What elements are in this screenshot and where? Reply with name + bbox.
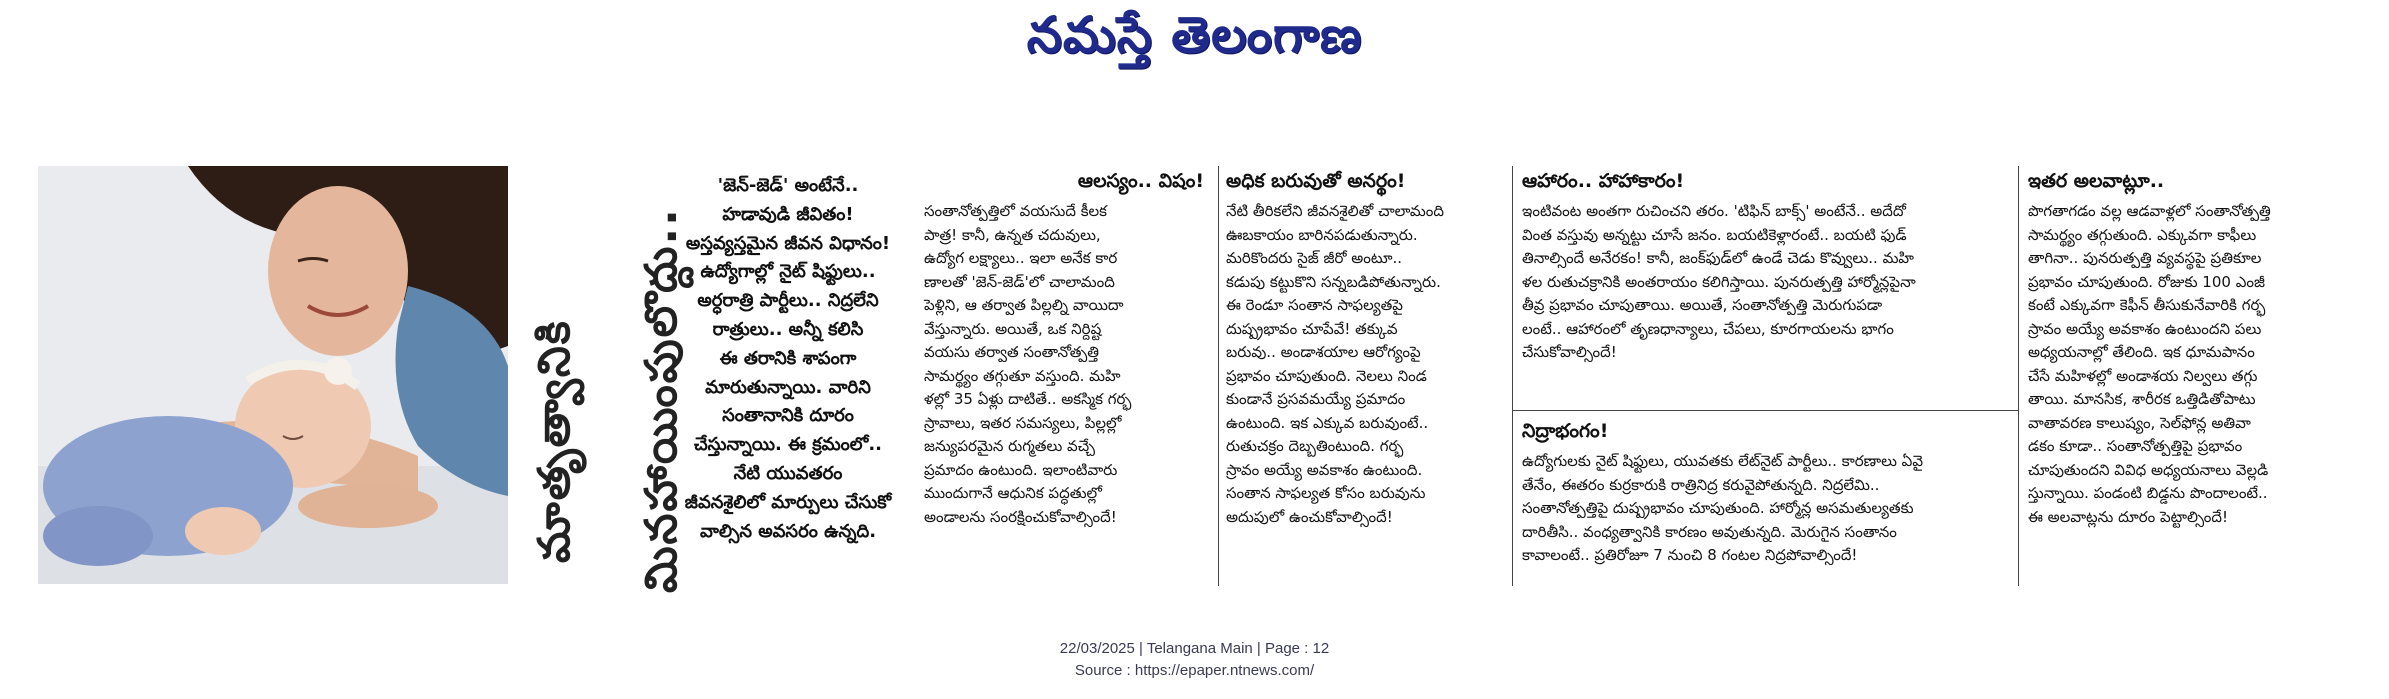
column-line: ణాలతో 'జెన్‌-జెడ్‌'లో చాలామంది xyxy=(924,272,1115,291)
column-heading: ఇతర అలవాట్లూ.. xyxy=(2028,170,2165,192)
column-line: సామర్థ్యం తగ్గుతూ వస్తుంది. మహి xyxy=(924,366,1121,385)
column-divider xyxy=(2018,166,2019,586)
column-line: జన్యుపరమైన రుగ్మతలు వచ్చే xyxy=(924,437,1095,455)
masthead-logo: నమస్తే తెలంగాణ xyxy=(1026,6,1363,64)
column-line: నేటి తీరికలేని జీవనశైలితో చాలామంది xyxy=(1226,202,1444,220)
intro-line: 'జెన్‌-జెడ్‌' అంటేనే.. xyxy=(717,175,859,196)
column-divider xyxy=(1512,166,1513,586)
intro-line: సంతానానికి దూరం xyxy=(722,405,854,427)
column-line: అధ్యయనాల్లో తేలింది. ఇక ధూమపానం xyxy=(2028,343,2255,361)
column-line: దారితీసి.. వంధ్యత్వానికి కారణం అవుతున్నది. మెరుగైన సంతానం xyxy=(1522,522,1897,541)
intro-line: జీవనశైలిలో మార్పులు చేసుకో xyxy=(684,491,892,513)
column-habits xyxy=(2028,168,2348,529)
column-line: వేస్తున్నారు. అయితే, ఒక నిర్దిష్ట xyxy=(924,319,1102,338)
column-line: ఊబకాయం బారినపడుతున్నారు. xyxy=(1226,225,1418,244)
column-line: తేనేం, ఈతరం కుర్రకారుకి రాత్రినిద్ర కరువైపోతున్నది. నిద్రలేమి.. xyxy=(1522,475,1880,494)
photo-illustration xyxy=(38,166,508,584)
intro-line: ఉద్యోగాల్లో నైట్‌ షిఫ్టులు.. xyxy=(700,261,876,283)
column-weight xyxy=(1226,168,1516,529)
column-line: ప్రమాదం ఉంటుంది. ఇలాంటివారు xyxy=(924,460,1118,479)
column-line: ముందుగానే ఆధునిక పద్ధతుల్లో xyxy=(924,484,1102,502)
column-line: స్రావం అయ్యే అవకాశం ఉంటుంది. xyxy=(1226,460,1423,479)
column-line: స్రావాలు, ఇతర సమస్యలు, పిల్లల్లో xyxy=(924,413,1122,432)
column-line: తాగినా.. పునరుత్పత్తి వ్యవస్థపై ప్రతికూల xyxy=(2028,249,2262,267)
column-line: డకం కూడా.. సంతానోత్పత్తిపై ప్రభావం xyxy=(2028,437,2243,455)
intro-line: అర్ధరాత్రి పార్టీలు.. నిద్రలేని xyxy=(697,290,879,312)
column-line: అండాలను సంరక్షించుకోవాల్సిందే! xyxy=(924,507,1117,526)
intro-line: చేస్తున్నాయి. ఈ క్రమంలో.. xyxy=(693,434,882,456)
vertical-headline-line2: మినహాయింపులొద్దు.. xyxy=(636,207,687,593)
column-line: పొగతాగడం వల్ల ఆడవాళ్లలో సంతానోత్పత్తి xyxy=(2028,202,2271,220)
column-line: తినాల్సిందే అనేరకం! కానీ, జంక్‌ఫుడ్‌లో ఉండే చెడు కొవ్వులు.. మహి xyxy=(1522,249,1914,267)
column-line: పెళ్లిని, ఆ తర్వాత పిల్లల్ని వాయిదా xyxy=(924,296,1124,314)
column-food xyxy=(1522,168,2012,365)
column-heading: ఆహారం.. హాహాకారం! xyxy=(1522,170,1685,192)
mother-baby-photo xyxy=(38,166,508,584)
intro-text xyxy=(663,172,913,546)
column-line: వింత వస్తువు అన్నట్టు చూసే జనం. బయటికెళ్లారంటే.. బయటి ఫుడ్‌ xyxy=(1522,225,1907,244)
column-line: రుతుచక్రం దెబ్బతింటుంది. గర్భ xyxy=(1226,437,1404,455)
column-line: కుండానే ప్రసవమయ్యే ప్రమాదం xyxy=(1226,390,1406,408)
column-line: చేసుకోవాల్సిందే! xyxy=(1522,343,1617,361)
intro-line: నేటి యువతరం xyxy=(733,462,843,484)
column-line: ఉద్యోగులకు నైట్‌ షిఫ్టులు, యువతకు లేట్‌నైట్‌ పార్టీలు.. కారణాలు ఏవై xyxy=(1522,452,1923,470)
column-line: లంటే.. ఆహారంలో తృణధాన్యాలు, చేపలు, కూరగాయలను భాగం xyxy=(1522,319,1894,338)
column-line: చేసే మహిళల్లో అండాశయ నిల్వలు తగ్గు xyxy=(2028,366,2258,385)
footer-source-line: Source : https://epaper.ntnews.com/ xyxy=(1074,662,1315,679)
column-line: అదుపులో ఉంచుకోవాల్సిందే! xyxy=(1226,507,1393,526)
footer-date-line: 22/03/2025 | Telangana Main | Page : 12 xyxy=(1059,640,1330,657)
column-line: సామర్థ్యం తగ్గుతుంది. ఎక్కువగా కాఫీలు xyxy=(2028,225,2257,244)
column-heading: అధిక బరువుతో అనర్థం! xyxy=(1226,170,1406,192)
column-line: కంటే ఎక్కువగా కెఫీన్‌ తీసుకునేవారికి గర్భ xyxy=(2028,296,2266,314)
column-line: సంతాన సాఫల్యత కోసం బరువును xyxy=(1226,484,1426,502)
column-line: ఉంటుంది. ఇక ఎక్కువ బరువుంటే.. xyxy=(1226,413,1429,432)
intro-line: వాల్సిన అవసరం ఉన్నది. xyxy=(699,520,877,542)
column-line: స్రావం అయ్యే అవకాశం ఉంటుందని పలు xyxy=(2028,319,2262,338)
column-line: తీవ్ర ప్రభావం చూపుతాయి. అయితే, సంతానోత్పత్తి మెరుగుపడా xyxy=(1522,296,1883,314)
column-line: ఉద్యోగ లక్ష్యాలు.. ఇలా అనేక కార xyxy=(924,249,1118,267)
column-line: ఇంటివంట అంతగా రుచించని తరం. 'టిఫిన్‌ బాక్స్‌' అంటేనే.. అదేదో xyxy=(1522,202,1906,220)
column-line: కావాలంటే.. ప్రతిరోజూ 7 నుంచి 8 గంటల నిద్రపోవాల్సిందే! xyxy=(1522,546,1858,564)
column-line: వయసు తర్వాత సంతానోత్పత్తి xyxy=(924,343,1099,361)
column-divider xyxy=(1218,166,1219,586)
vertical-headline xyxy=(510,172,687,593)
column-line: సంతానోత్పత్తిలో వయసుదే కీలక xyxy=(924,202,1108,220)
intro-line: ఈ తరానికి శాపంగా xyxy=(719,347,857,369)
column-line: పాత్ర! కానీ, ఉన్నత చదువులు, xyxy=(924,225,1101,244)
section-divider xyxy=(1512,410,2018,411)
column-line: ళల రుతుచక్రానికి అంతరాయం కలిగిస్తాయి. పునరుత్పత్తి హార్మోన్లపైనా xyxy=(1522,272,1916,291)
vertical-headline-line1: మాతృత్వానికి xyxy=(529,319,580,563)
column-line: తాయి. మానసిక, శారీరక ఒత్తిడితోపాటు xyxy=(2028,390,2256,408)
column-line: వాతావరణ కాలుష్యం, సెల్‌ఫోన్ల అతివా xyxy=(2028,413,2251,432)
column-line: ఈ రెండూ సంతాన సాఫల్యతపై xyxy=(1226,296,1403,314)
column-line: చూపుతుందని వివిధ అధ్యయనాలు వెల్లడి xyxy=(2028,460,2269,479)
intro-line: అస్తవ్యస్తమైన జీవన విధానం! xyxy=(685,232,891,254)
column-sleep xyxy=(1522,418,2012,568)
column-heading: నిద్రాభంగం! xyxy=(1522,420,1609,442)
column-line: ప్రభావం చూపుతుంది. రోజుకు 100 ఎంజీ xyxy=(2028,272,2265,291)
column-delay xyxy=(924,168,1214,529)
column-heading: ఆలస్యం.. విషం! xyxy=(1077,170,1204,192)
column-line: బరువు.. అండాశయాల ఆరోగ్యంపై xyxy=(1226,343,1421,361)
column-line: ప్రభావం చూపుతుంది. నెలలు నిండ xyxy=(1226,366,1427,385)
column-line: దుష్ప్రభావం చూపేవే! తక్కువ xyxy=(1226,319,1398,338)
column-line: ఈ అలవాట్లను దూరం పెట్టాల్సిందే! xyxy=(2028,507,2228,526)
column-line: కడుపు కట్టుకొని సన్నబడిపోతున్నారు. xyxy=(1226,272,1441,291)
column-line: సంతానోత్పత్తిపై దుష్ప్రభావం చూపుతుంది. హార్మోన్ల అసమతుల్యతకు xyxy=(1522,499,1914,517)
intro-line: మారుతున్నాయి. వారిని xyxy=(705,376,871,398)
column-line: స్తున్నాయి. పండంటి బిడ్డను పొందాలంటే.. xyxy=(2028,484,2268,502)
column-line: ళల్లో 35 ఏళ్లు దాటితే.. అకస్మిక గర్భ xyxy=(924,390,1132,408)
column-line: మరికొందరు సైజ్‌ జీరో అంటూ.. xyxy=(1226,249,1403,267)
intro-line: హడావుడి జీవితం! xyxy=(722,203,854,225)
intro-line: రాత్రులు.. అన్నీ కలిసి xyxy=(712,318,864,340)
